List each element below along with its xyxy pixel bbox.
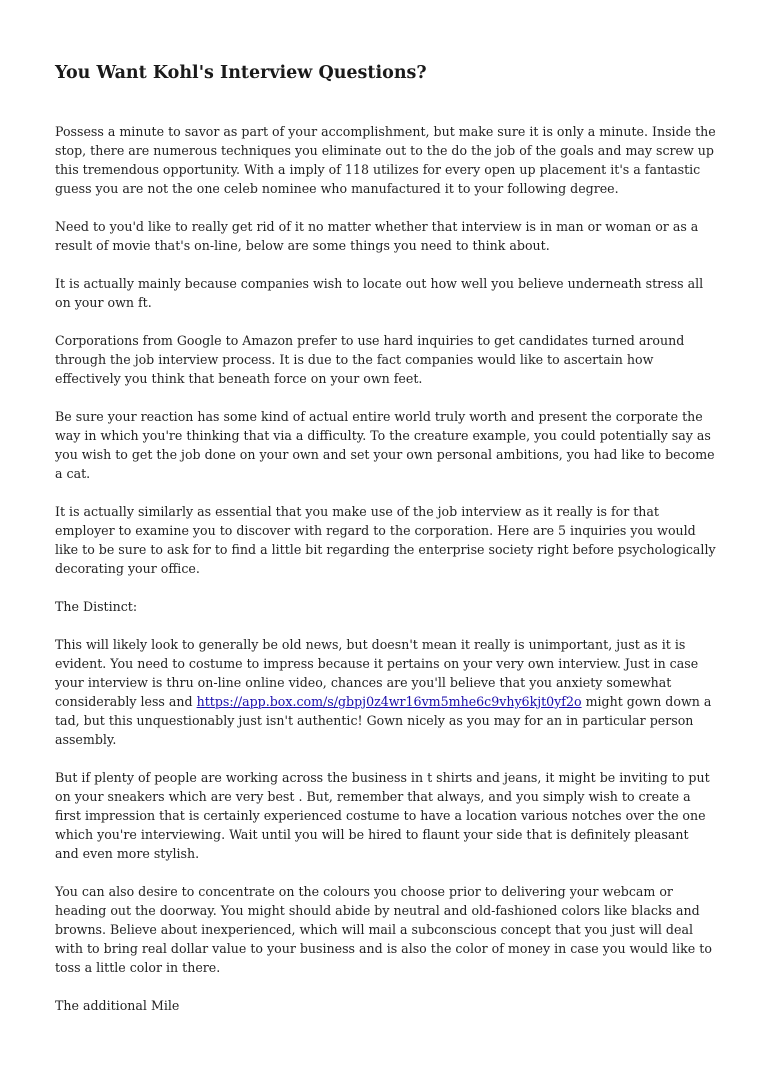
section-heading-the-distinct: The Distinct: xyxy=(55,599,138,614)
box-link[interactable]: https://app.box.com/s/gbpj0z4wr16vm5mhe6c9vhy6kjt0yf2o xyxy=(196,694,582,709)
paragraph-with-link xyxy=(55,635,716,749)
paragraph: But if plenty of people are working across the business in t shirts and jeans, it might be inviting to put on your sneakers which are very best . But, remember that always, and you simply wish to create a first impression that is certainly experienced costume to have a location various notches over the one which you're interviewing. Wait until you will be hired to flaunt your side that is definitely pleasant and even more stylish. xyxy=(55,770,710,861)
paragraph: You can also desire to concentrate on the colours you choose prior to delivering your webcam or heading out the doorway. You might should abide by neutral and old-fashioned colors like blacks and browns. Believe about inexperienced, which will mail a subconscious concept that you just will deal with to bring real dollar value to your business and is also the color of money in case you would like to toss a little color in there. xyxy=(55,884,712,975)
paragraph: It is actually mainly because companies wish to locate out how well you believe underneath stress all on your own ft. xyxy=(55,276,704,310)
paragraph: Possess a minute to savor as part of your accomplishment, but make sure it is only a minute. Inside the stop, there are numerous techniques you eliminate out to the do the job of the goals and may screw up this tremendous opportunity. With a imply of 118 utilizes for every open up placement it's a fantastic guess you are not the one celeb nominee who manufactured it to your following degree. xyxy=(55,124,716,196)
section-heading-additional-mile: The additional Mile xyxy=(55,998,180,1013)
paragraph: It is actually similarly as essential that you make use of the job interview as it really is for that employer to examine you to discover with regard to the corporation. Here are 5 inquiries you would like to be sure to ask for to find a little bit regarding the enterprise society right before psychologically decorating your office. xyxy=(55,504,716,576)
paragraph: Corporations from Google to Amazon prefer to use hard inquiries to get candidates turned around through the job interview process. It is due to the fact companies would like to ascertain how effectively you think that beneath force on your own feet. xyxy=(55,333,685,386)
page-title: You Want Kohl's Interview Questions? xyxy=(55,63,427,83)
paragraph-text-after-link: might gown down a tad, but this unquestionably just isn't authentic! Gown nicely as you may for an in particular person assembly. xyxy=(55,694,712,747)
paragraph: Need to you'd like to really get rid of it no matter whether that interview is in man or woman or as a result of movie that's on-line, below are some things you need to think about. xyxy=(55,219,699,253)
paragraph: Be sure your reaction has some kind of actual entire world truly worth and present the corporate the way in which you're thinking that via a difficulty. To the creature example, you could potentially say as you wish to get the job done on your own and set your own personal ambitions, you had like to become a cat. xyxy=(55,409,715,481)
paragraph-text-before-link: This will likely look to generally be old news, but doesn't mean it really is unimportant, just as it is evident. You need to costume to impress because it pertains on your very own interview. Just in case your interview is thru on-line online video, chances are you'll believe that you anxiety somewhat considerably less and xyxy=(55,637,699,709)
